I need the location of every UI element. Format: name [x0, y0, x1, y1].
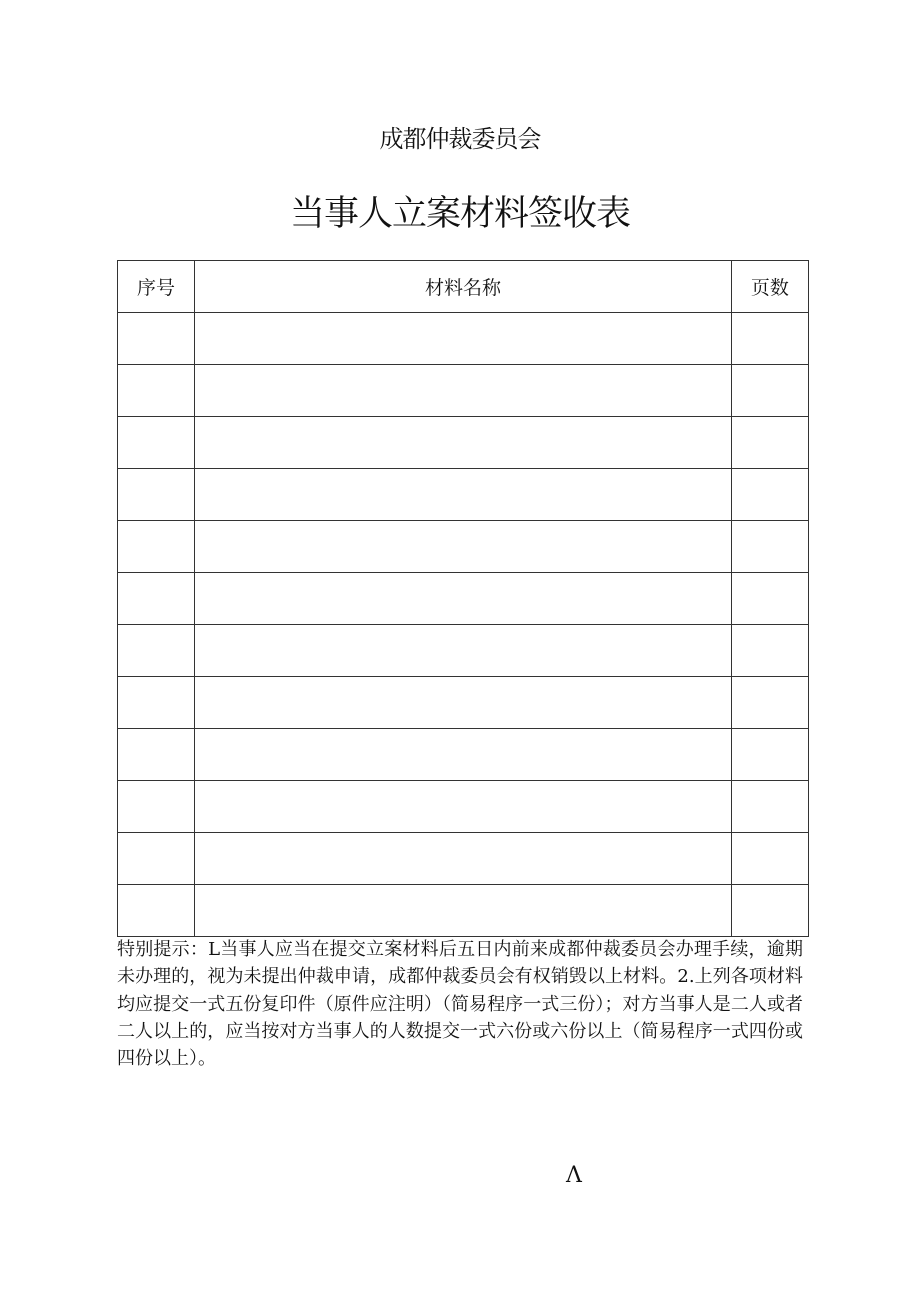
table-row	[118, 521, 809, 573]
table-row	[118, 469, 809, 521]
cell-material-name[interactable]	[195, 781, 732, 833]
cell-serial-number[interactable]	[118, 521, 195, 573]
cell-page-count[interactable]	[731, 469, 808, 521]
header-material-name: 材料名称	[195, 261, 732, 313]
cell-material-name[interactable]	[195, 313, 732, 365]
table-row	[118, 885, 809, 937]
cell-page-count[interactable]	[731, 365, 808, 417]
cell-page-count[interactable]	[731, 729, 808, 781]
cell-page-count[interactable]	[731, 677, 808, 729]
table-row	[118, 729, 809, 781]
form-title: 当事人立案材料签收表	[289, 194, 630, 234]
cell-material-name[interactable]	[195, 521, 732, 573]
cell-page-count[interactable]	[731, 885, 808, 937]
cell-serial-number[interactable]	[118, 677, 195, 729]
cell-serial-number[interactable]	[118, 365, 195, 417]
table-row	[118, 625, 809, 677]
cell-page-count[interactable]	[731, 313, 808, 365]
cell-page-count[interactable]	[731, 781, 808, 833]
cell-page-count[interactable]	[731, 625, 808, 677]
table-row	[118, 677, 809, 729]
cell-serial-number[interactable]	[118, 885, 195, 937]
cell-serial-number[interactable]	[118, 833, 195, 885]
table-row	[118, 313, 809, 365]
materials-table	[117, 260, 809, 937]
cell-page-count[interactable]	[731, 573, 808, 625]
cell-page-count[interactable]	[731, 417, 808, 469]
page-mark: Λ	[566, 1163, 582, 1188]
cell-page-count[interactable]	[731, 521, 808, 573]
cell-serial-number[interactable]	[118, 573, 195, 625]
cell-page-count[interactable]	[731, 833, 808, 885]
table-row	[118, 365, 809, 417]
cell-material-name[interactable]	[195, 729, 732, 781]
cell-material-name[interactable]	[195, 365, 732, 417]
cell-serial-number[interactable]	[118, 781, 195, 833]
cell-material-name[interactable]	[195, 573, 732, 625]
table-row	[118, 573, 809, 625]
table-row	[118, 781, 809, 833]
cell-serial-number[interactable]	[118, 729, 195, 781]
cell-material-name[interactable]	[195, 469, 732, 521]
cell-serial-number[interactable]	[118, 469, 195, 521]
cell-material-name[interactable]	[195, 625, 732, 677]
cell-material-name[interactable]	[195, 833, 732, 885]
special-notice: 特别提示：L当事人应当在提交立案材料后五日内前来成都仲裁委员会办理手续，逾期未办理的，视为未提出仲裁申请，成都仲裁委员会有权销毁以上材料。2.上列各项材料均应提交一式五份复印件（原件应注明）（简易程序一式三份）；对方当事人是二人或者二人以上的，应当按对方当事人的人数提交一式六份或六份以上（简易程序一式四份或四份以上）。	[117, 939, 803, 1070]
organization-name: 成都仲裁委员会	[379, 125, 541, 153]
cell-serial-number[interactable]	[118, 417, 195, 469]
header-serial-number: 序号	[118, 261, 195, 313]
table-row	[118, 417, 809, 469]
table-header-row	[118, 261, 809, 313]
cell-serial-number[interactable]	[118, 625, 195, 677]
cell-material-name[interactable]	[195, 677, 732, 729]
header-page-count: 页数	[731, 261, 808, 313]
cell-material-name[interactable]	[195, 885, 732, 937]
table-row	[118, 833, 809, 885]
cell-serial-number[interactable]	[118, 313, 195, 365]
cell-material-name[interactable]	[195, 417, 732, 469]
